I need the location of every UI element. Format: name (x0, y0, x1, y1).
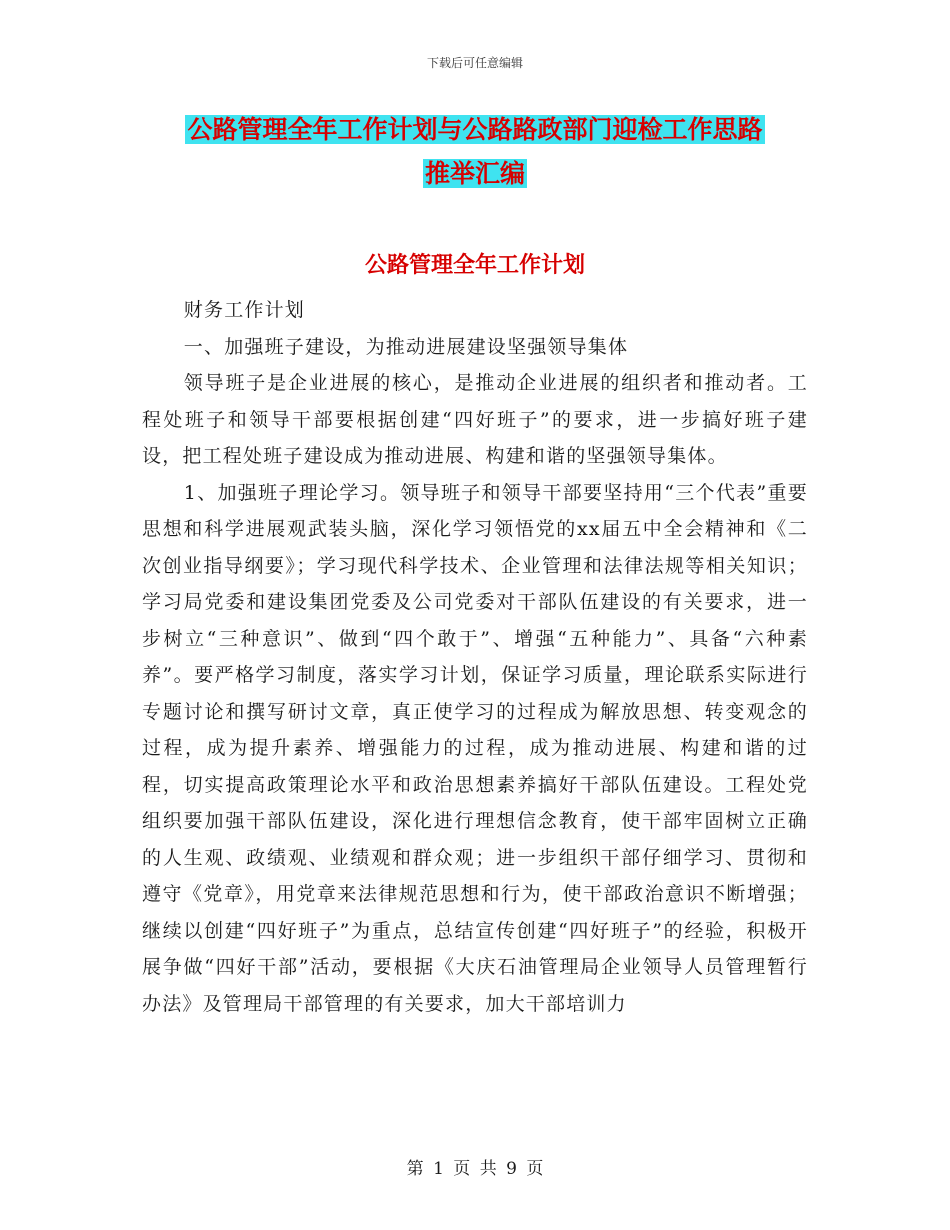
document-title-line-1: 公路管理全年工作计划与公路路政部门迎检工作思路 (187, 115, 763, 144)
document-title-line-2: 推举汇编 (424, 159, 525, 188)
paragraph-heading-finance: 财务工作计划 (183, 299, 305, 321)
document-title (0, 108, 950, 196)
paragraph-heading-section-1: 一、加强班子建设，为推动进展建设坚强领导集体 (183, 335, 629, 358)
section-title: 公路管理全年工作计划 (364, 253, 585, 278)
paragraph-intro: 领导班子是企业进展的核心，是推动企业进展的组织者和推动者。工程处班子和领导干部要根据创建“四好班子”的要求，进一步搞好班子建设，把工程处班子建设成为推动进展、构建和谐的坚强领导集体。 (142, 372, 808, 467)
document-body (142, 292, 808, 1022)
page-footer: 第 1 页 共 9 页 (406, 1159, 544, 1179)
header-note: 下载后可任意编辑 (426, 56, 523, 70)
paragraph-item-1: 1、加强班子理论学习。领导班子和领导干部要坚持用“三个代表”重要思想和科学进展观武装头脑，深化学习领悟党的xx届五中全会精神和《二次创业指导纲要》；学习现代科学技术、企业管理和法律法规等相关知识；学习局党委和建设集团党委及公司党委对干部队伍建设的有关要求，进一步树立“三种意识”、做到“四个敢于”、增强“五种能力”、具备“六种素养”。要严格学习制度，落实学习计划，保证学习质量，理论联系实际进行专题讨论和撰写研讨文章，真正使学习的过程成为解放思想、转变观念的过程，成为提升素养、增强能力的过程，成为推动进展、构建和谐的过程，切实提高政策理论水平和政治思想素养搞好干部队伍建设。工程处党组织要加强干部队伍建设，深化进行理想信念教育，使干部牢固树立正确的人生观、政绩观、业绩观和群众观；进一步组织干部仔细学习、贯彻和遵守《党章》，用党章来法律规范思想和行为，使干部政治意识不断增强；继续以创建“四好班子”为重点，总结宣传创建“四好班子”的经验，积极开展争做“四好干部”活动，要根据《大庆石油管理局企业领导人员管理暂行办法》及管理局干部管理的有关要求，加大干部培训力 (142, 481, 808, 1015)
